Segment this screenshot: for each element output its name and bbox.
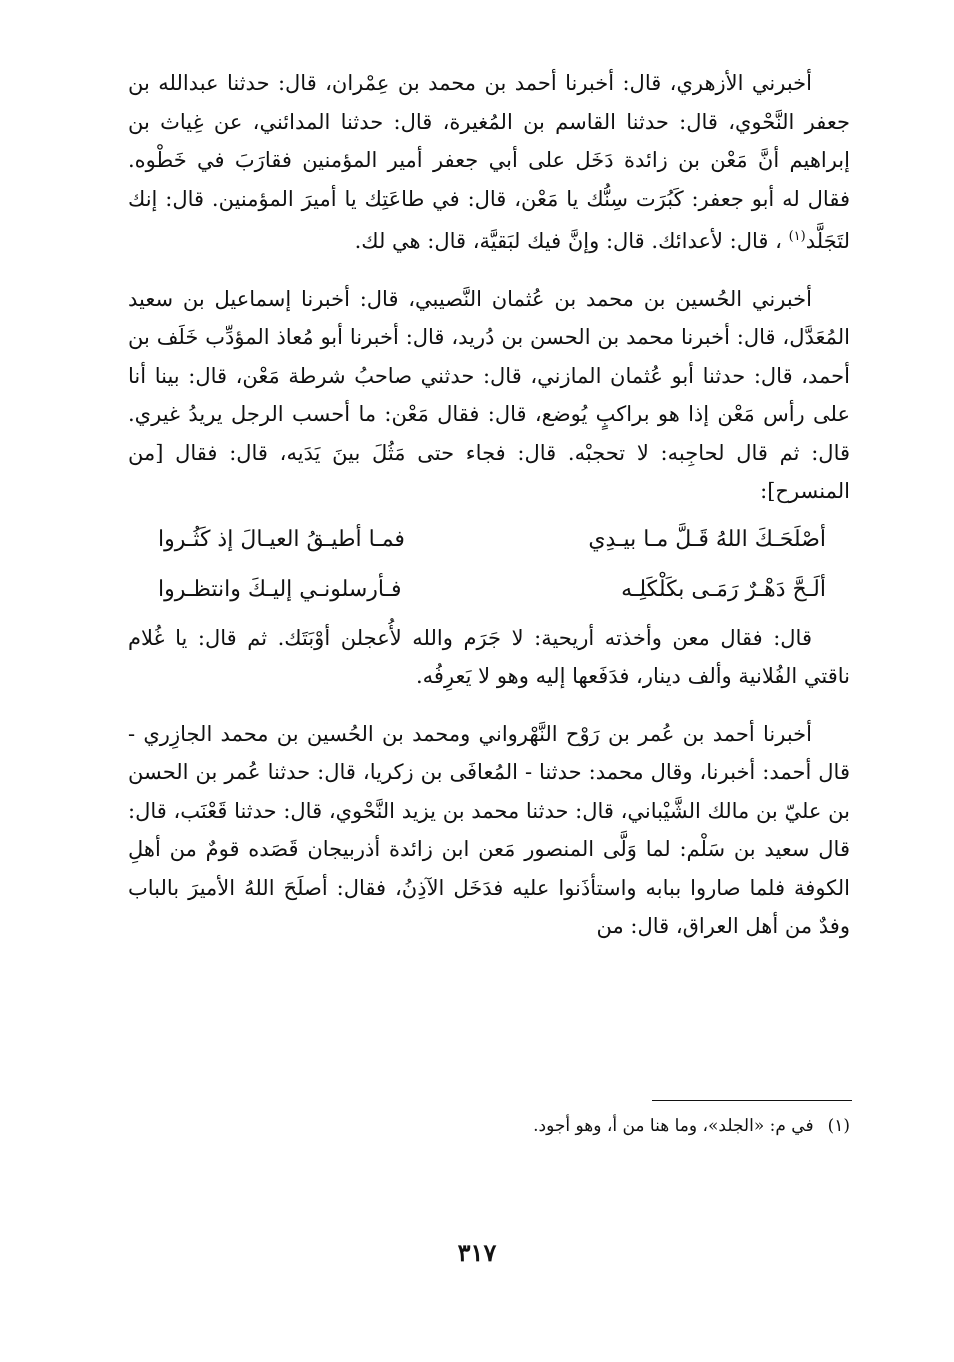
verse-2-second-hemistich: فـأرسلونـي إليـكَ وانتظـروا	[158, 576, 402, 602]
page-number: ٣١٧	[457, 1238, 497, 1267]
verse-1-second-hemistich: فمـا أطيـقُ العيـالَ إذ كَثُـروا	[158, 526, 405, 552]
footnote-divider	[652, 1100, 852, 1101]
footnote	[533, 1116, 850, 1136]
footnote-mark: (١)	[788, 229, 806, 244]
paragraph-3: قال: فقال معن وأخذته أريحية: لا جَرَم والله لأُعجلن أوْبَتَك. ثم قال: يا غُلام ناقتي الفُلانية وألف دينار، فدَفَعها إليه وهو لا يَعرِفُه.	[128, 625, 850, 688]
paragraph-2: أخبرني الحُسين بن محمد بن عُثمان النَّصيبي، قال: أخبرنا إسماعيل بن سعيد المُعَدَّل، قال: أخبرنا محمد بن الحسن بن دُريد، قال: أخبرنا أبو مُعاذ المؤدِّب خَلَف بن أحمد، قال: حدثنا أبو عُثمان المازني، قال: حدثني صاحبُ شرطة مَعْن، قال: بينا أنا على رأس مَعْن إذا هو براكبٍ يُوضع، قال: فقال مَعْن: ما أحسب الرجل يريدُ غيري. قال: ثم قال لحاجِبه: لا تحجبْه. قال: فجاء حتى مَثُلَ بينَ يَدَيه، قال: فقال [من المنسرح]:	[128, 286, 850, 503]
verse-1-first-hemistich: أصْلَحَـكَ اللهُ قَـلَّ مـا بيـدِي	[588, 526, 826, 552]
footnote-number: (١)	[827, 1116, 850, 1136]
paragraph-1-text: أخبرني الأزهري، قال: أخبرنا أحمد بن محمد بن عِمْران، قال: حدثنا عبدالله بن جعفر النَّحْوي، قال: حدثنا القاسم بن المُغيرة، قال: حدثنا المدائني، عن غِياث بن إبراهيم أنَّ مَعْن بن زائدة دَخَل على أبي جعفر أمير المؤمنين فقارَبَ في خَطْوه. فقال له أبو جعفر: كَبُرَت سِنُّك يا مَعْن، قال: في طاعَتِك يا أميرَ المؤمنين. قال: إنك لتَجَلَّد	[128, 71, 850, 253]
verse-line-1	[128, 519, 850, 561]
verse-line-2	[128, 569, 850, 611]
verse-2-first-hemistich: ألَـحَّ دَهْـرٌ رَمَـى بكَلْكَلِـه	[621, 576, 826, 602]
body-text	[128, 64, 850, 946]
paragraph-1-text-after: ، قال: لأعدائك. قال: وإنَّ فيك لبَقيَّة، قال: هي لك.	[354, 229, 782, 253]
paragraph-1	[128, 64, 850, 261]
paragraph-4: أخبرنا أحمد بن عُمر بن رَوْح النَّهْرواني ومحمد بن الحُسين بن محمد الجازِري - قال أحمد: أخبرنا، وقال محمد: حدثنا - المُعافَى بن زكريا، قال: حدثنا عُمر بن الحسن بن عليّ بن مالك الشَّيْباني، قال: حدثنا محمد بن يزيد النَّحْوي، قال: حدثنا قَعْنَب، قال: قال سعيد بن سَلْم: لما وَلَّى المنصور مَعن ابن زائدة أذربيجان قَصَده قومٌ من أهلِ الكوفة فلما صاروا ببابه واستأذَنوا عليه فدَخَل الآذِنُ، فقال: أصلَحَ اللهُ الأميرَ بالباب وفدٌ من أهل العراق، قال: من	[128, 721, 850, 938]
footnote-text: في م: «الجلد»، وما هنا من أ، وهو أجود.	[533, 1116, 814, 1136]
